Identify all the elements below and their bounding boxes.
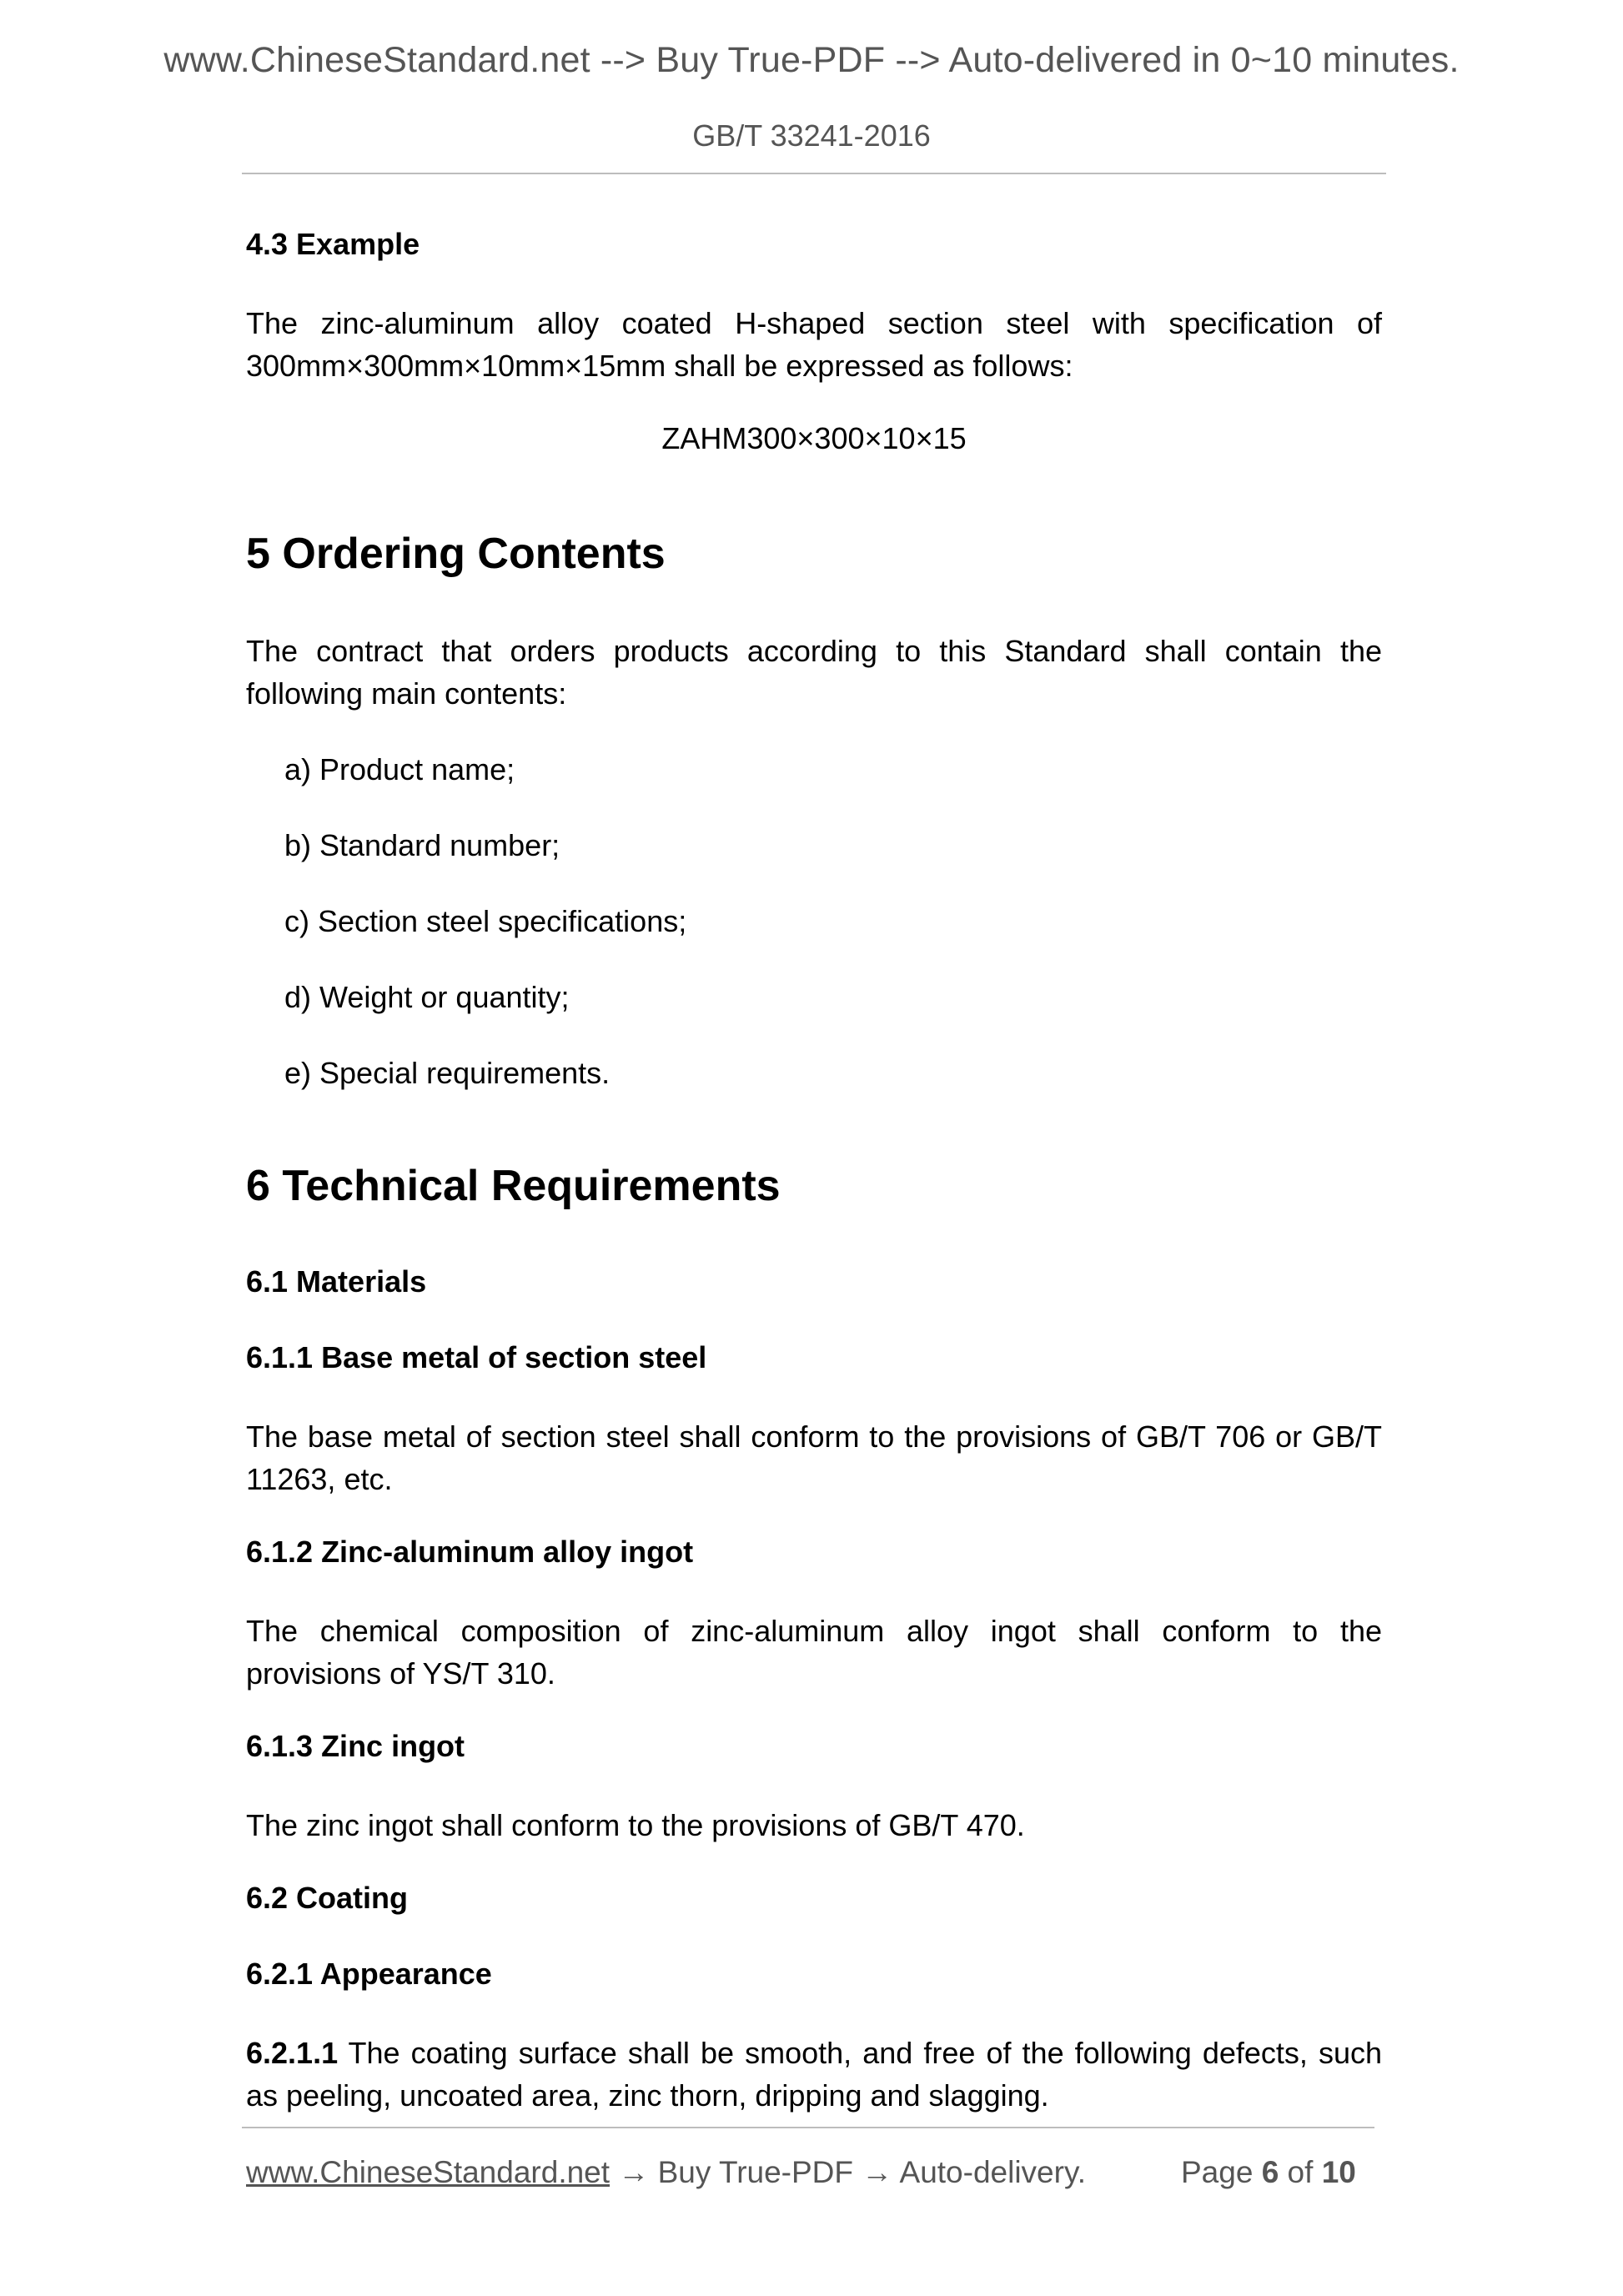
para-6-1-2: The chemical composition of zinc-aluminum alloy ingot shall conform to the provisions of YS/T 310. [246,1614,1382,1691]
designation-example: ZAHM300×300×10×15 [661,421,967,455]
page-of: of [1279,2155,1322,2189]
top-banner: www.ChineseStandard.net --> Buy True-PDF --> Auto-delivered in 0~10 minutes. [163,40,1460,80]
header-divider [242,173,1386,174]
list-item: c) Section steel specifications; [284,904,687,938]
list-item: e) Special requirements. [284,1056,611,1090]
document-code: GB/T 33241-2016 [692,118,931,153]
list-item: d) Weight or quantity; [284,980,570,1014]
para-6-1-1-line1: The base metal of section steel shall conform to the provisions of GB/T 706 or GB/T [246,1419,1382,1454]
heading-5: 5 Ordering Contents [246,530,666,578]
heading-6-2-1: 6.2.1 Appearance [246,1957,492,1991]
para-4-3-line2: 300mm×300mm×10mm×15mm shall be expressed as follows: [246,349,1073,383]
para-6-2-1-1 [246,2032,1382,2117]
para-6-1-3: The zinc ingot shall conform to the provisions of GB/T 470. [246,1808,1025,1842]
heading-6-2: 6.2 Coating [246,1881,409,1915]
page-current: 6 [1261,2155,1279,2189]
para-5: The contract that orders products according to this Standard shall contain the following main contents: [246,634,1382,711]
page-total: 10 [1321,2155,1356,2189]
heading-6-1: 6.1 Materials [246,1264,427,1299]
clause-number: 6.2.1.1 [246,2036,339,2070]
page-label: Page [1181,2155,1262,2189]
heading-6-1-3: 6.1.3 Zinc ingot [246,1729,465,1763]
page-indicator [1181,2155,1356,2190]
clause-text: The coating surface shall be smooth, and free of the following defects, such as peeling, uncoated area, zinc thorn, dripping and slagging. [246,2036,1382,2113]
para-4-3-line1: The zinc-aluminum alloy coated H-shaped section steel with specification of [246,306,1382,340]
para-6-1-1-line2: 11263, etc. [246,1462,393,1496]
footer-website-link[interactable]: www.ChineseStandard.net [246,2155,611,2189]
heading-6-1-2: 6.1.2 Zinc-aluminum alloy ingot [246,1535,694,1569]
heading-6-1-1: 6.1.1 Base metal of section steel [246,1340,707,1374]
footer-divider [242,2127,1374,2128]
heading-6: 6 Technical Requirements [246,1162,781,1210]
list-item: b) Standard number; [284,828,560,862]
footer-promo [246,2155,1086,2190]
footer-tagline: → Buy True-PDF → Auto-delivery. [610,2155,1086,2189]
list-item: a) Product name; [284,752,515,786]
heading-4-3: 4.3 Example [246,227,420,261]
